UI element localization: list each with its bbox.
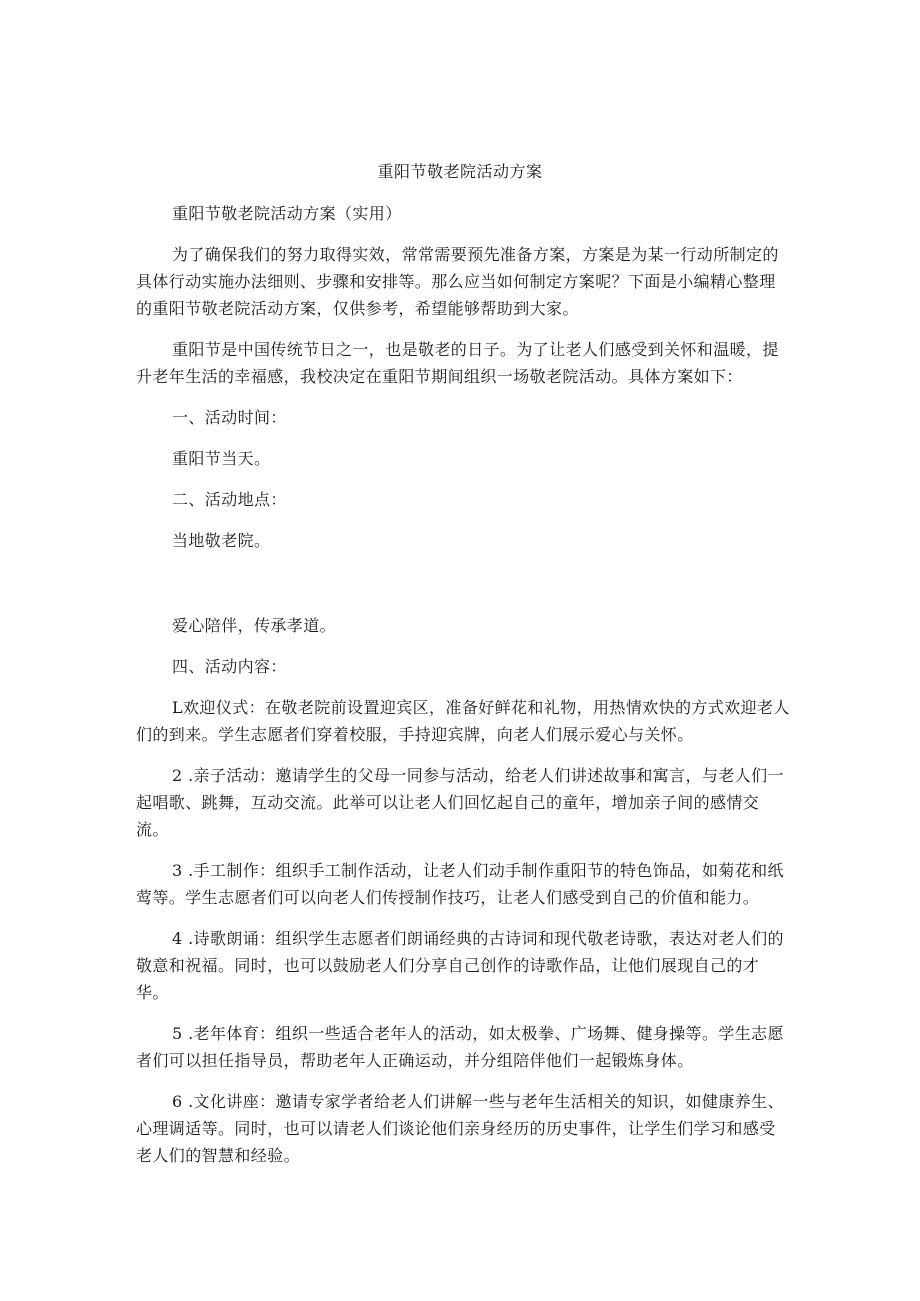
subtitle-paragraph: 重阳节敬老院活动方案（实用） bbox=[172, 204, 402, 223]
time-paragraph: 重阳节当天。 bbox=[172, 449, 271, 468]
content-item-5: 5 .老年体育：组织一些适合老年人的活动，如太极拳、广场舞、健身操等。学生志愿者们可以担任指导员，帮助老年人正确运动，并分组陪伴他们一起锻炼身体。 bbox=[136, 1024, 784, 1070]
section-heading-location: 二、活动地点： bbox=[172, 490, 287, 509]
blank-gap bbox=[136, 568, 790, 612]
document-body bbox=[136, 200, 790, 1183]
document-title: 重阳节敬老院活动方案 bbox=[377, 162, 543, 181]
content-item-4: 4 .诗歌朗诵：组织学生志愿者们朗诵经典的古诗词和现代敬老诗歌，表达对老人们的敬意和祝福。同时，也可以鼓励老人们分享自己创作的诗歌作品，让他们展现自己的才华。 bbox=[136, 929, 784, 1002]
location-paragraph: 当地敬老院。 bbox=[172, 531, 271, 550]
content-item-2: 2 .亲子活动：邀请学生的父母一同参与活动，给老人们讲述故事和寓言，与老人们一起唱歌、跳舞，互动交流。此举可以让老人们回忆起自己的童年，增加亲子间的感情交流。 bbox=[136, 766, 784, 839]
intro-paragraph: 为了确保我们的努力取得实效，常常需要预先准备方案，方案是为某一行动所制定的具体行动实施办法细则、步骤和安排等。那么应当如何制定方案呢？下面是小编精心整理的重阳节敬老院活动方案，仅供参考，希望能够帮助到大家。 bbox=[136, 245, 779, 318]
content-item-1: L欢迎仪式：在敬老院前设置迎宾区，准备好鲜花和礼物，用热情欢快的方式欢迎老人们的到来。学生志愿者们穿着校服，手持迎宾牌，向老人们展示爱心与关怀。 bbox=[136, 698, 790, 744]
section-heading-content: 四、活动内容： bbox=[172, 657, 287, 676]
background-paragraph: 重阳节是中国传统节日之一，也是敬老的日子。为了让老人们感受到关怀和温暖，提升老年生活的幸福感，我校决定在重阳节期间组织一场敬老院活动。具体方案如下： bbox=[136, 340, 779, 386]
content-item-6: 6 .文化讲座：邀请专家学者给老人们讲解一些与老年生活相关的知识，如健康养生、心理调适等。同时，也可以请老人们谈论他们亲身经历的历史事件，让学生们学习和感受老人们的智慧和经验。 bbox=[136, 1092, 784, 1165]
section-heading-time: 一、活动时间： bbox=[172, 408, 287, 427]
theme-paragraph: 爱心陪伴，传承孝道。 bbox=[172, 616, 337, 635]
content-item-3: 3 .手工制作：组织手工制作活动，让老人们动手制作重阳节的特色饰品，如菊花和纸莺等。学生志愿者们可以向老人们传授制作技巧，让老人们感受到自己的价值和能力。 bbox=[136, 861, 784, 907]
